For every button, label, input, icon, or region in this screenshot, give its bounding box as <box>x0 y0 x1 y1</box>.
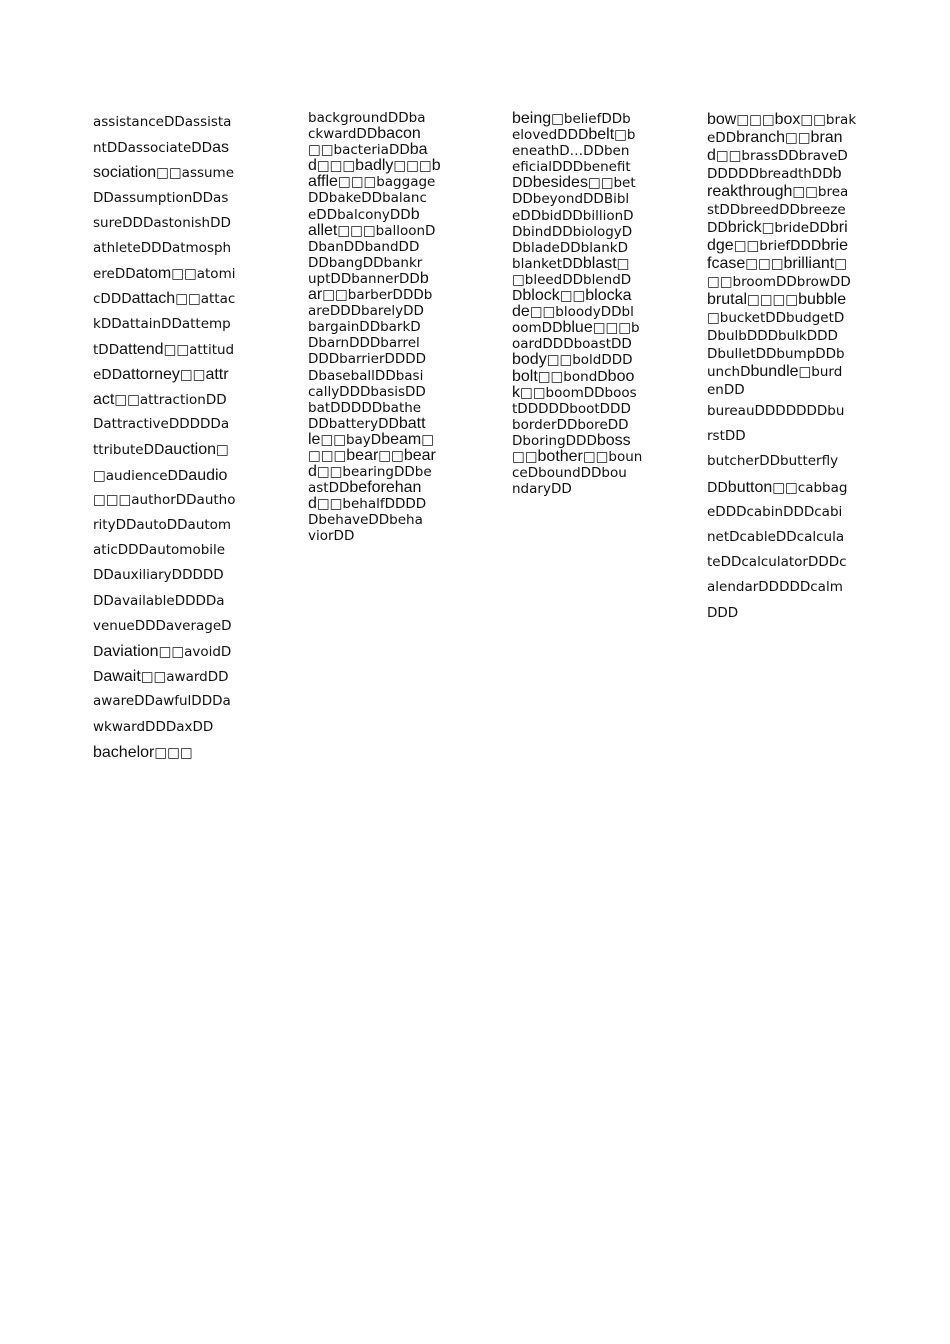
text-segment: oardDDDboastDD <box>512 336 632 353</box>
text-segment: belt <box>588 126 615 144</box>
text-segment: □□cabbag <box>772 479 848 496</box>
text-line <box>512 481 662 497</box>
text-segment: attorney <box>122 365 180 383</box>
text-segment: aviation <box>103 642 159 660</box>
text-line <box>512 240 662 256</box>
text-segment: DbarnDDDbarrel <box>308 335 420 352</box>
text-line <box>707 345 867 363</box>
text-segment: □□brassDDbraveD <box>715 148 848 164</box>
text-segment: venueDDDaverageD <box>93 617 232 634</box>
text-segment: bother <box>537 447 583 465</box>
text-line <box>93 437 253 462</box>
text-segment: □□broomDDbrowDD <box>707 274 851 290</box>
text-line <box>707 111 867 129</box>
text-line <box>707 550 867 575</box>
text-segment: d <box>308 463 317 481</box>
text-segment: □□attitud <box>163 341 235 358</box>
text-segment: □□atomi <box>171 266 236 283</box>
text-line <box>308 190 458 206</box>
text-segment: □□□ <box>736 112 775 128</box>
text-line <box>707 291 867 309</box>
text-line <box>93 312 253 337</box>
text-segment: astDD <box>308 480 350 497</box>
text-segment: □□boomDDboos <box>520 384 637 401</box>
text-segment: alendarDDDDDcalm <box>707 579 843 596</box>
text-segment: DDDbarrierDDDD <box>308 351 427 368</box>
text-segment: besides <box>532 174 588 192</box>
text-line <box>512 449 662 465</box>
text-segment: bacon <box>377 125 421 143</box>
text-line <box>308 271 458 287</box>
text-segment: DDD <box>707 604 739 621</box>
text-segment: affle <box>308 173 338 191</box>
text-segment: areDDDbarelyDD <box>308 303 424 320</box>
text-segment: DDbangDDbankr <box>308 254 423 271</box>
text-line <box>93 740 253 765</box>
text-line <box>308 110 458 126</box>
text-segment: bubble <box>798 291 847 308</box>
text-segment: d <box>308 495 317 513</box>
text-segment: blocka <box>585 287 632 305</box>
text-segment: □□assume <box>156 165 235 182</box>
text-segment: □□□ <box>154 744 193 761</box>
text-segment: stDDbreedDDbreeze <box>707 202 846 218</box>
text-line <box>308 303 458 319</box>
text-line <box>707 309 867 327</box>
text-segment: eDD <box>93 366 123 383</box>
text-line <box>308 255 458 271</box>
text-line <box>308 158 458 174</box>
text-line <box>93 664 253 689</box>
text-segment: rstDD <box>707 428 746 445</box>
text-line <box>93 387 253 412</box>
text-segment: viorDD <box>308 528 355 545</box>
text-segment: DDbeyondDDBibl <box>512 191 630 208</box>
text-line <box>707 219 867 237</box>
text-segment: eneathD…DDben <box>512 143 630 160</box>
text-segment: □□bondD <box>537 368 608 385</box>
text-segment: tDD <box>93 341 120 358</box>
text-segment: DbanDDbandDD <box>308 238 420 255</box>
text-segment: bachelor <box>93 743 155 761</box>
text-segment: DDassumptionDDas <box>93 189 229 206</box>
text-segment: bri <box>829 219 848 236</box>
text-segment: □□bayD <box>320 431 382 448</box>
text-line <box>93 337 253 362</box>
text-line <box>93 135 253 160</box>
text-line <box>308 223 458 239</box>
text-segment: DattractiveDDDDDa <box>93 416 230 433</box>
text-line <box>512 417 662 433</box>
text-line <box>93 286 253 311</box>
text-line <box>93 412 253 437</box>
text-line <box>707 273 867 291</box>
text-line <box>308 528 458 544</box>
text-segment: □□behalfDDDD <box>316 496 427 513</box>
text-segment: attr <box>205 365 229 383</box>
text-line <box>93 639 253 664</box>
text-line <box>93 689 253 714</box>
text-segment: □□□balloonD <box>337 222 436 239</box>
text-segment: □□briefDDD <box>733 238 822 254</box>
text-line <box>707 475 867 500</box>
text-line <box>93 362 253 387</box>
text-segment: DDauxiliaryDDDDD <box>93 567 224 584</box>
text-line <box>308 126 458 142</box>
text-segment: borderDDboreDD <box>512 416 629 433</box>
text-line <box>707 129 867 147</box>
text-line <box>707 363 867 381</box>
text-segment: assistanceDDassista <box>93 114 232 130</box>
text-segment: audio <box>188 466 228 484</box>
text-line <box>512 272 662 288</box>
text-segment: boss <box>596 431 631 449</box>
text-segment: bolt <box>512 367 538 385</box>
text-line <box>93 563 253 588</box>
text-segment: netDcableDDcalcula <box>707 528 845 545</box>
text-segment: allet <box>308 221 338 239</box>
text-line <box>308 319 458 335</box>
text-line <box>93 589 253 614</box>
text-segment: DbehaveDDbeha <box>308 512 423 529</box>
text-segment: brutal <box>707 291 748 308</box>
text-line <box>512 304 662 320</box>
text-line <box>93 463 253 488</box>
text-line <box>707 500 867 525</box>
text-segment: □beliefDDb <box>551 111 631 127</box>
text-line <box>707 255 867 273</box>
text-segment: d <box>707 147 716 164</box>
text-segment: ckwardDD <box>308 126 378 143</box>
text-segment: eDDDcabinDDDcabi <box>707 503 843 520</box>
text-segment: □ <box>616 255 630 272</box>
text-segment: □□ <box>559 288 586 305</box>
text-segment: DbaseballDDbasi <box>308 367 424 384</box>
text-line <box>707 327 867 345</box>
text-segment: DD <box>512 175 533 192</box>
text-segment: □brideDD <box>761 220 830 236</box>
text-segment: backgroundDDba <box>308 110 426 126</box>
text-segment: □□□b <box>592 320 640 337</box>
text-segment: branch <box>736 129 786 146</box>
text-line <box>308 351 458 367</box>
text-line <box>93 186 253 211</box>
text-segment: attach <box>131 290 176 308</box>
text-segment: D <box>512 288 523 305</box>
text-segment: □□boldDDD <box>546 352 633 369</box>
text-segment: □□□ <box>308 447 347 464</box>
text-segment: D <box>93 669 104 686</box>
text-segment: de <box>512 303 530 321</box>
text-segment: □□□□ <box>747 292 799 308</box>
text-segment: □□□ <box>745 256 784 272</box>
text-column-1 <box>93 110 253 765</box>
text-line <box>512 208 662 224</box>
text-segment: DDavailableDDDDa <box>93 592 225 609</box>
text-segment: □□avoidD <box>158 643 232 660</box>
text-segment: □□ <box>785 130 811 146</box>
text-segment: ar <box>308 286 323 304</box>
text-line <box>93 110 253 135</box>
text-segment: □□ <box>179 366 206 383</box>
text-segment: DDbatteryDD <box>308 415 399 432</box>
text-line <box>707 237 867 255</box>
text-line <box>707 449 867 474</box>
text-segment: □bleedDDblendD <box>512 271 632 288</box>
text-line <box>707 525 867 550</box>
text-segment: b <box>431 157 441 175</box>
text-line <box>93 488 253 513</box>
text-segment: ceDboundDDbou <box>512 465 627 482</box>
text-line <box>308 142 458 158</box>
text-segment: athleteDDDatmosph <box>93 239 232 256</box>
text-segment: unchD <box>707 364 751 380</box>
text-segment: atom <box>135 265 172 283</box>
text-segment: brick <box>727 219 762 236</box>
text-line <box>512 256 662 272</box>
text-segment: wkwardDDDaxDD <box>93 718 214 735</box>
text-line <box>308 432 458 448</box>
text-segment: □ <box>421 431 434 448</box>
text-line <box>512 401 662 417</box>
text-segment: callyDDDbasisDD <box>308 383 426 400</box>
text-segment: eficialDDDbenefit <box>512 159 631 176</box>
text-line <box>93 261 253 286</box>
text-segment: ereDD <box>93 266 136 283</box>
text-segment: awareDDawfulDDDa <box>93 693 231 710</box>
text-segment: ntDDassociateDD <box>93 140 213 157</box>
text-line <box>707 183 867 201</box>
text-segment: boo <box>607 367 635 385</box>
text-line <box>308 512 458 528</box>
text-segment: await <box>103 668 141 686</box>
text-segment: b <box>410 205 420 223</box>
text-line <box>512 385 662 401</box>
text-segment: DD <box>707 479 728 496</box>
text-line <box>308 368 458 384</box>
text-line <box>308 480 458 496</box>
text-line <box>512 127 662 143</box>
text-line <box>308 174 458 190</box>
text-segment: being <box>512 110 552 127</box>
text-segment: □□bet <box>587 175 636 192</box>
text-segment: □ <box>834 256 847 272</box>
text-segment: brilliant <box>783 255 835 272</box>
text-column-3 <box>512 111 662 497</box>
text-line <box>512 352 662 368</box>
text-segment: □□bacteriaDD <box>308 142 410 159</box>
text-segment: reakthrough <box>707 183 793 200</box>
text-segment: body <box>512 351 547 369</box>
text-segment: □□brak <box>800 112 857 128</box>
text-segment: □□ <box>512 448 538 465</box>
text-segment: rityDDautoDDautom <box>93 517 232 533</box>
text-segment: □□awardDD <box>140 669 229 686</box>
text-segment: oomDD <box>512 320 563 337</box>
text-segment: bear <box>346 446 379 464</box>
text-segment: blast <box>582 254 617 272</box>
text-segment: ba <box>409 141 428 159</box>
text-segment: button <box>727 478 773 496</box>
text-line <box>707 399 867 424</box>
text-column-4 <box>707 111 867 626</box>
text-line <box>707 601 867 626</box>
text-segment: dge <box>707 237 734 254</box>
text-line <box>93 160 253 185</box>
text-line <box>308 448 458 464</box>
text-segment: □□ <box>378 447 404 464</box>
text-segment: block <box>522 287 560 305</box>
text-line <box>308 287 458 303</box>
text-segment: DbladeDDblankD <box>512 239 629 256</box>
text-segment: bundle <box>750 363 799 380</box>
text-segment: □burd <box>798 364 843 380</box>
text-segment: butcherDDbutterfly <box>707 453 839 470</box>
text-segment: □□□ <box>393 158 432 175</box>
text-segment: cDDD <box>93 291 132 308</box>
text-segment: enDD <box>707 382 745 398</box>
text-segment: DD <box>707 220 728 236</box>
text-line <box>512 191 662 207</box>
text-line <box>308 416 458 432</box>
text-segment: auction <box>164 441 216 459</box>
text-segment: □□bearingDDbe <box>316 464 432 481</box>
text-segment: □□boun <box>582 448 643 465</box>
text-line <box>707 381 867 399</box>
text-segment: □□attac <box>175 291 236 308</box>
text-line <box>512 369 662 385</box>
text-line <box>512 288 662 304</box>
text-segment: as <box>212 139 229 157</box>
text-line <box>512 465 662 481</box>
text-line <box>512 320 662 336</box>
text-line <box>707 147 867 165</box>
text-column-2 <box>308 110 458 545</box>
text-segment: fcase <box>707 255 746 272</box>
text-line <box>512 143 662 159</box>
text-segment: □□brea <box>792 184 849 200</box>
text-segment: □ <box>216 442 229 459</box>
text-line <box>308 496 458 512</box>
text-segment: beforehan <box>349 479 422 497</box>
text-segment: uptDDbannerDD <box>308 270 420 287</box>
text-segment: bargainDDbarkD <box>308 319 421 336</box>
text-line <box>93 614 253 639</box>
text-segment: DbindDDbiologyD <box>512 223 633 240</box>
text-line <box>512 159 662 175</box>
text-segment: DbulletDDbumpDDb <box>707 346 845 362</box>
text-line <box>308 384 458 400</box>
text-line <box>93 236 253 261</box>
text-segment: sociation <box>93 164 157 182</box>
text-segment: □□bloodyDDbl <box>529 304 634 321</box>
text-line <box>93 538 253 563</box>
text-segment: act <box>93 391 115 409</box>
text-segment: □□□ <box>316 158 356 175</box>
text-segment: ndaryDD <box>512 481 572 498</box>
text-segment: aticDDDautomobile <box>93 542 226 559</box>
text-segment: teDDcalculatorDDDc <box>707 554 847 571</box>
text-segment: eDD <box>707 130 737 146</box>
text-line <box>512 111 662 127</box>
text-segment: b <box>832 165 842 182</box>
text-segment: sureDDDastonishDD <box>93 214 231 231</box>
text-segment: □□□baggage <box>337 174 436 191</box>
text-segment: bow <box>707 111 737 128</box>
text-line <box>308 335 458 351</box>
text-line <box>308 400 458 416</box>
text-segment: blue <box>562 319 593 337</box>
text-line <box>707 165 867 183</box>
text-segment: elovedDDD <box>512 127 589 144</box>
text-segment: bear <box>403 446 436 464</box>
text-segment: b <box>419 269 429 287</box>
text-segment: eDDbidDDbillionD <box>512 207 634 224</box>
text-segment: bran <box>810 129 843 146</box>
text-segment: eDDbalconyDD <box>308 206 411 223</box>
text-line <box>512 224 662 240</box>
text-segment: blanketDD <box>512 255 583 272</box>
text-segment: tDDDDDbootDDD <box>512 400 631 417</box>
text-segment: DbulbDDDbulkDDD <box>707 328 838 344</box>
text-line <box>707 424 867 449</box>
text-segment: k <box>512 383 520 401</box>
text-segment: D <box>93 643 104 660</box>
text-segment: □audienceDD <box>93 467 189 484</box>
text-segment: DboringDDD <box>512 432 597 449</box>
text-segment: □□barberDDDb <box>322 287 433 304</box>
text-segment: □□attractionDD <box>114 392 227 409</box>
text-segment: attend <box>119 340 164 358</box>
text-line <box>308 464 458 480</box>
text-line <box>308 207 458 223</box>
text-line <box>93 211 253 236</box>
text-segment: □bucketDDbudgetD <box>707 310 845 326</box>
text-segment: d <box>308 157 317 175</box>
text-line <box>707 201 867 219</box>
text-segment: badly <box>355 157 394 175</box>
text-segment: DDDDDbreadthDD <box>707 166 833 182</box>
text-segment: batt <box>398 414 426 432</box>
text-segment: kDDattainDDattemp <box>93 315 231 332</box>
text-line <box>707 575 867 600</box>
text-segment: le <box>308 430 321 448</box>
text-segment: bureauDDDDDDDbu <box>707 403 845 419</box>
text-line <box>512 433 662 449</box>
text-segment: DDbakeDDbalanc <box>308 190 427 207</box>
text-segment: box <box>774 111 801 128</box>
text-segment: □□□authorDDautho <box>93 491 236 508</box>
text-segment: brie <box>821 237 849 254</box>
text-segment: batDDDDDbathe <box>308 399 422 416</box>
text-line <box>512 336 662 352</box>
text-segment: □b <box>614 127 636 144</box>
text-line <box>93 513 253 538</box>
text-line <box>512 175 662 191</box>
text-line <box>308 239 458 255</box>
text-segment: ttributeDD <box>93 442 165 459</box>
text-segment: beam <box>381 430 422 448</box>
text-line <box>93 715 253 740</box>
